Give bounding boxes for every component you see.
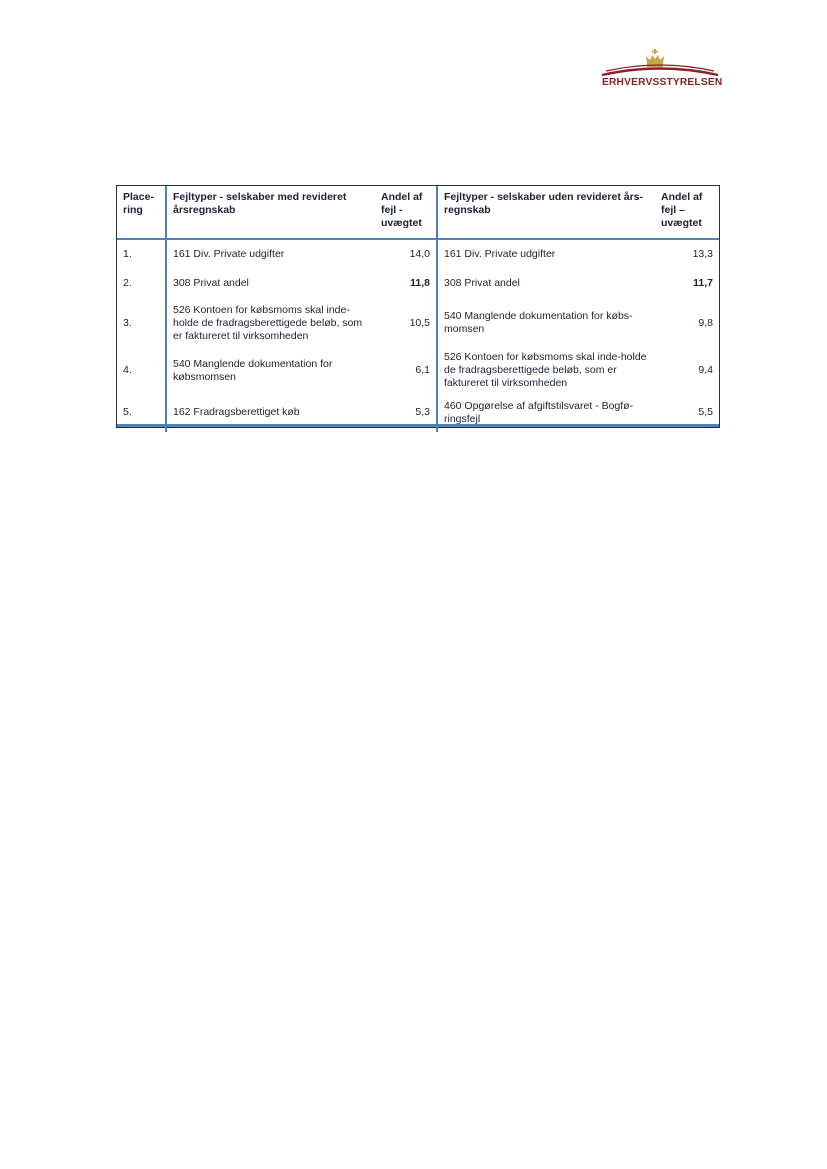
error-type-cell: 526 Kontoen for købsmoms skal inde-holde de fradragsberettigede beløb, som er faktureret til virksomheden [173,303,363,342]
table-row [117,268,719,298]
header-error-types-without-audit: Fejltyper - selskaber uden revideret års-regnskab [437,186,655,239]
table-row [117,239,719,268]
rank-cell: 1. [117,239,166,268]
share-cell: 9,4 [698,364,713,376]
share-cell: 9,8 [698,316,713,329]
agency-logo [600,46,723,92]
header-share-b: Andel af fejl – uvægtet [655,186,719,239]
error-type-cell: 308 Privat andel [444,276,520,289]
error-type-cell: 460 Opgørelse af afgiftstilsvaret - Bogfø-ringsfejl [444,399,634,425]
logo-wordmark: ERHVERVSSTYRELSEN [602,77,723,88]
header-placement: Place- ring [117,186,166,239]
error-type-cell: 540 Manglende dokumentation for købsmomsen [173,357,333,383]
error-type-cell: 540 Manglende dokumentation for købs-momsen [444,310,633,335]
header-share-a: Andel af fejl - uvægtet [375,186,437,239]
rank-cell: 4. [117,348,166,393]
rank-cell: 3. [117,298,166,348]
rank-cell: 2. [117,268,166,298]
error-type-cell: 308 Privat andel [173,276,249,289]
share-cell: 11,8 [375,268,437,298]
share-cell: 5,3 [375,393,437,432]
error-type-cell: 161 Div. Private udgifter [444,247,556,260]
error-types-table [117,186,719,432]
share-cell: 14,0 [375,239,437,268]
error-type-cell: 162 Fradragsberettiget køb [173,406,300,418]
share-cell: 5,5 [698,406,713,418]
share-cell: 10,5 [375,298,437,348]
rank-cell: 5. [117,393,166,432]
share-cell: 6,1 [375,348,437,393]
error-type-cell: 526 Kontoen for købsmoms skal inde-holde de fradragsberettigede beløb, som er faktureret til virksomheden [444,351,647,389]
error-type-cell: 161 Div. Private udgifter [173,247,285,260]
table-row [117,298,719,348]
header-error-types-with-audit: Fejltyper - selskaber med revideret årsregnskab [166,186,375,239]
crown-icon [600,46,720,78]
share-cell: 13,3 [692,247,713,260]
share-cell: 11,7 [693,276,713,289]
table-header-row [117,186,719,239]
table-row [117,348,719,393]
error-types-table-frame [116,185,720,428]
table-row [117,393,719,432]
